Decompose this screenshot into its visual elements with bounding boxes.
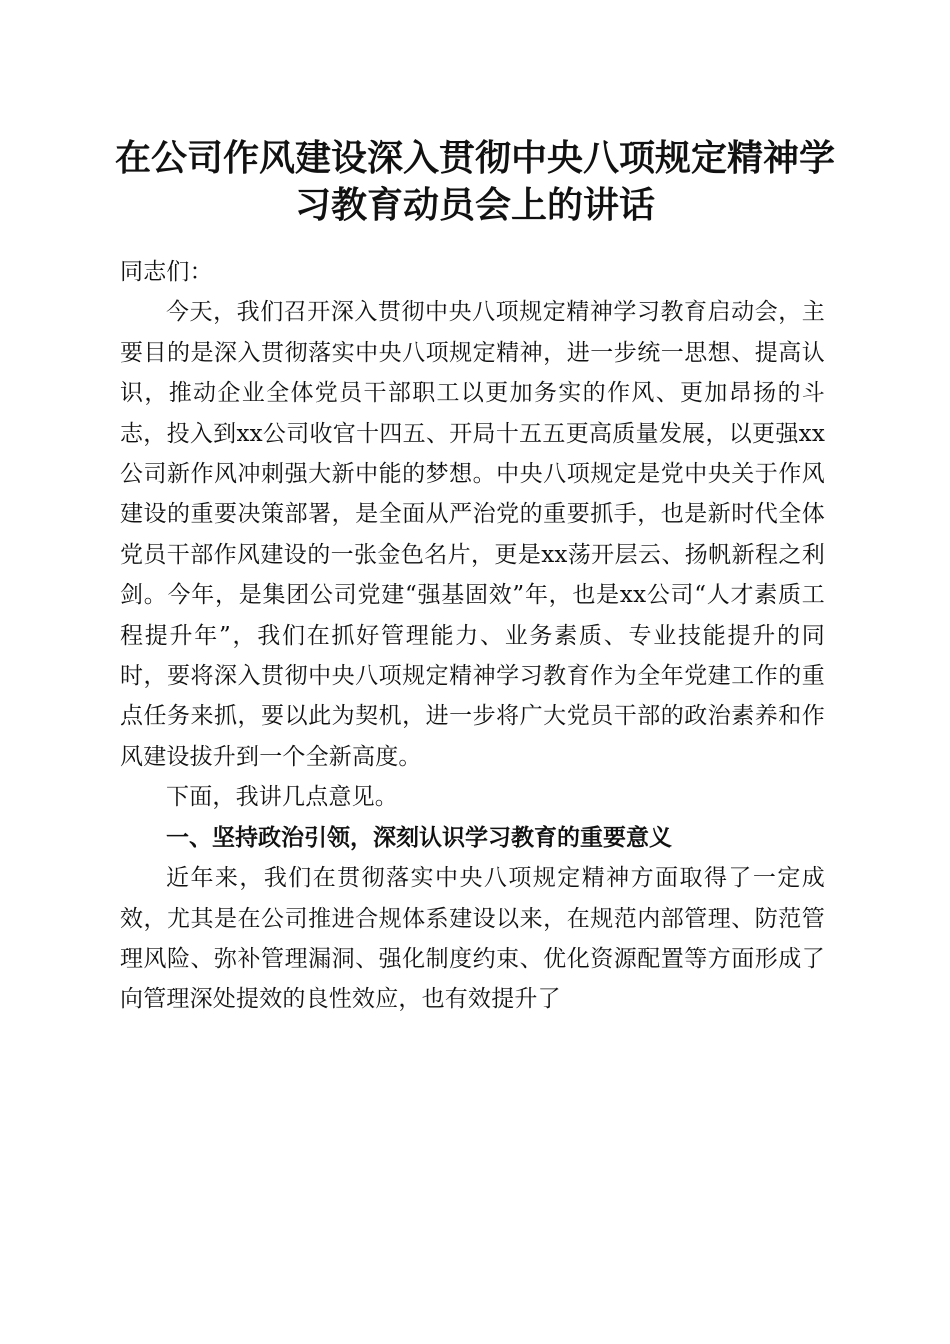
paragraph-opening: 今天，我们召开深入贯彻中央八项规定精神学习教育启动会，主要目的是深入贯彻落实中央八项规定精神，进一步统一思想、提高认识，推动企业全体党员干部职工以更加务实的作风、更加昂扬的斗志，投入到xx公司收官十四五、开局十五五更高质量发展，以更强xx公司新作风冲刺强大新中能的梦想。中央八项规定是党中央关于作风建设的重要决策部署，是全面从严治党的重要抓手，也是新时代全体党员干部作风建设的一张金色名片，更是xx荡开层云、扬帆新程之利剑。今年，是集团公司党建“强基固效”年，也是xx公司“人才素质工程提升年”，我们在抓好管理能力、业务素质、专业技能提升的同时，要将深入贯彻中央八项规定精神学习教育作为全年党建工作的重点任务来抓，要以此为契机，进一步将广大党员干部的政治素养和作风建设拔升到一个全新高度。	[120, 299, 825, 770]
paragraph-section-1: 近年来，我们在贯彻落实中央八项规定精神方面取得了一定成效，尤其是在公司推进合规体系建设以来，在规范内部管理、防范管理风险、弥补管理漏洞、强化制度约束、优化资源配置等方面形成了向管理深处提效的良性效应，也有效提升了	[120, 865, 825, 1013]
document-body	[120, 252, 825, 1020]
section-heading-1: 一、坚持政治引领，深刻认识学习教育的重要意义	[166, 824, 672, 851]
salutation: 同志们：	[120, 259, 213, 285]
paragraph-transition: 下面，我讲几点意见。	[166, 784, 398, 811]
document-title: 在公司作风建设深入贯彻中央八项规定精神学习教育动员会上的讲话	[114, 137, 835, 226]
